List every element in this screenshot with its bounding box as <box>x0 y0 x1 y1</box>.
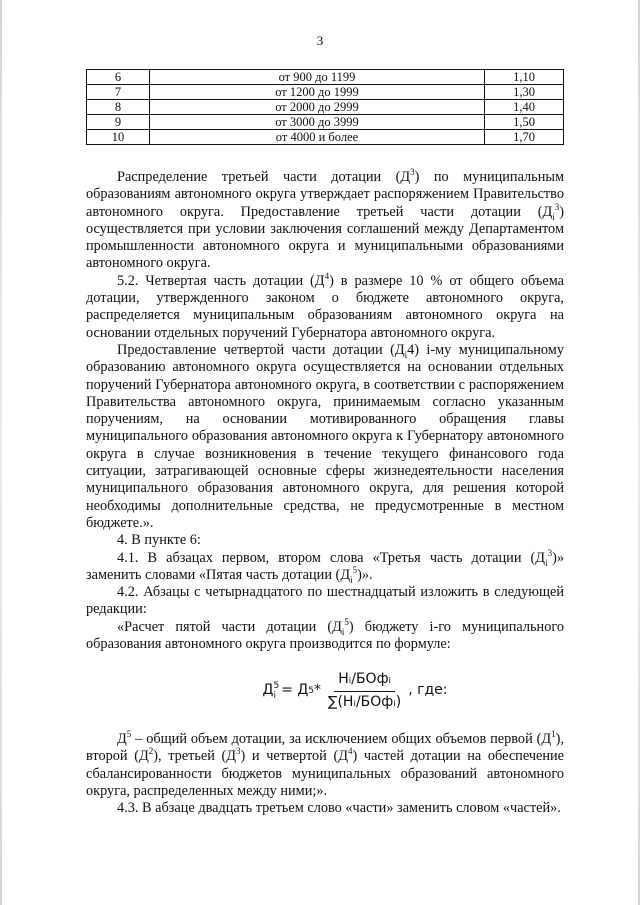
page-edge-left <box>0 0 2 905</box>
item-4-1: 4.1. В абзацах первом, втором слова «Третья часть дотации $(Д_i^3)$» заменить словами «Пятая часть дотации $(Д_i^5)$». <box>86 547 564 585</box>
row-coefficient: 1,50 <box>485 115 564 130</box>
row-coefficient: 1,40 <box>485 100 564 115</box>
page-number: 3 <box>316 33 324 48</box>
row-number: 8 <box>87 100 150 115</box>
table-row <box>87 70 564 85</box>
row-coefficient: 1,10 <box>485 70 564 85</box>
row-number: 10 <box>87 130 150 145</box>
table-row <box>87 100 564 115</box>
row-range: от 3000 до 3999 <box>150 115 485 130</box>
row-number: 9 <box>87 115 150 130</box>
row-range: от 2000 до 2999 <box>150 100 485 115</box>
paragraph-distribution: Распределение третьей части дотации $(Д^3)$ по муниципальным образованиям автономного округа утверждает распоряжением Правительство автономного округа. Предоставление третьей части дотации $(Д_i^3)$ осуществляется при условии заключения соглашений между Департаментом промышленности автономного округа и муниципальными образованиями автономного округа. <box>86 167 565 272</box>
item-4-2: 4.2. Абзацы с четырнадцатого по шестнадцатый изложить в следующей редакции: <box>86 584 564 618</box>
paragraph-definition: $Д^5$ – общий объем дотации, за исключением общих объемов первой $(Д^1)$, второй $(Д^2)$, третьей $(Д^3)$ и четвертой $(Д^4)$ частей дотации на обеспечение сбалансированности бюджетов муниципальных образований автономного округа, распределенных между ними;». <box>86 729 565 799</box>
table-row <box>87 85 564 100</box>
item-4-2-calculation: «Расчет пятой части дотации $(Д_i^5)$ бюджету i-го муниципального образования автономного округа производится по формуле: <box>86 616 565 653</box>
paragraph-5-2: 5.2. Четвертая часть дотации $(Д^4)$ в размере 10 % от общего объема дотации, утвержденного законом о бюджете автономного округа, распределяется муниципальным образованиям автономного округа на основании отдельных поручений Губернатора автономного округа. <box>86 271 564 341</box>
row-range: от 1200 до 1999 <box>150 85 485 100</box>
row-range: от 900 до 1199 <box>150 70 485 85</box>
paragraph-fourth-part: Предоставление четвертой части дотации $(Д_i4)$ i-му муниципальному образованию автономного округа осуществляется на основании отдельных поручений Губернатора автономного округа, в соответствии с распоряжением Правительства автономного округа, принимаемым согласно указанным поручениям, на основании мотивированного обращения главы муниципального образования автономного округа к Губернатору автономного округа в случае возникновения в течение текущего финансового года ситуации, затрагивающей основные сферы жизнедеятельности населения муниципального образования автономного округа, для решения которой необходимы дополнительные средства, не предусмотренные в местном бюджете.». <box>86 341 565 531</box>
row-number: 7 <box>87 85 150 100</box>
dotation-formula: Д 5 i = Д 5 * $\frac{\text{Hᵢ/БОфᵢ}}{\text{∑(Hᵢ/БОфᵢ)}}$ , где: <box>262 671 448 710</box>
coefficient-table <box>86 69 564 145</box>
item-4: 4. В пункте 6: <box>117 532 201 549</box>
row-coefficient: 1,70 <box>485 130 564 145</box>
formula-fraction <box>324 671 405 711</box>
item-4-3: 4.3. В абзаце двадцать третьем слово «части» заменить словом «частей». <box>117 800 561 817</box>
formula-numerator: Hᵢ/БОфᵢ <box>334 671 395 691</box>
document-body <box>86 169 564 817</box>
row-range: от 4000 и более <box>150 130 485 145</box>
table-row <box>87 130 564 145</box>
row-number: 6 <box>87 70 150 85</box>
row-coefficient: 1,30 <box>485 85 564 100</box>
formula-denominator: ∑(Hᵢ/БОфᵢ) <box>328 693 402 710</box>
table-row <box>87 115 564 130</box>
